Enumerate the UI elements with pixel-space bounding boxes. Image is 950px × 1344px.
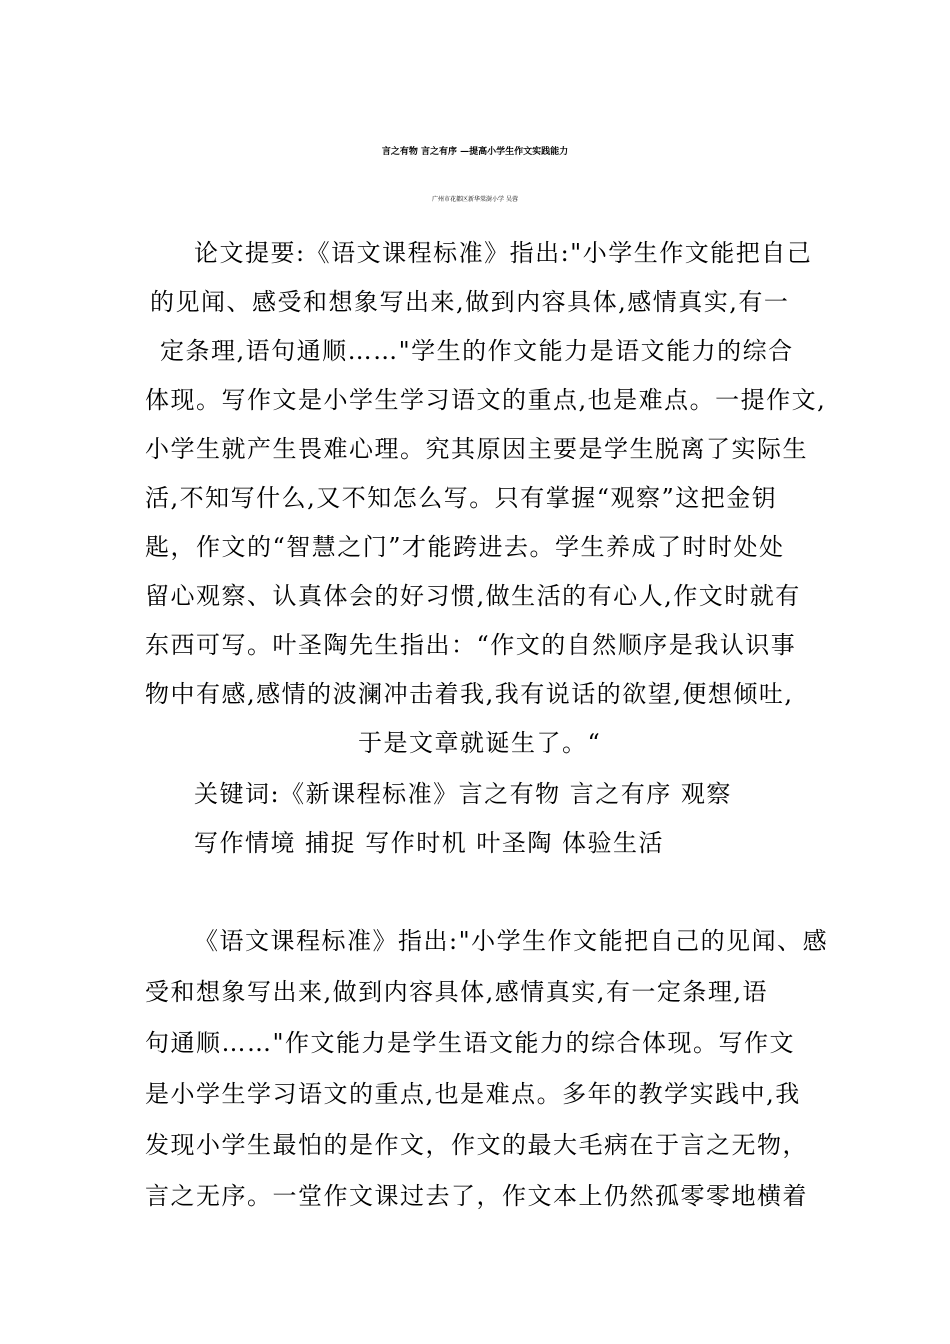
abstract-line: 小学生就产生畏难心理。究其原因主要是学生脱离了实际生 [145,435,808,463]
abstract-line: 物中有感,感情的波澜冲击着我,我有说话的欲望,便想倾吐, [145,680,794,708]
abstract-line: 留心观察、认真体会的好习惯,做生活的有心人,作文时就有 [145,582,801,610]
document-author: 广州市花都区新华棠澍小学 吴蓉 [432,196,518,203]
body-line: 是小学生学习语文的重点,也是难点。多年的教学实践中,我 [145,1080,801,1108]
keywords-line: 写作情境 捕捉 写作时机 叶圣陶 体验生活 [194,829,665,857]
abstract-line: 东西可写。叶圣陶先生指出：“作文的自然顺序是我认识事 [145,631,797,659]
abstract-line: 的见闻、感受和想象写出来,做到内容具体,感情真实,有一 [150,288,790,316]
abstract-line: 体现。写作文是小学生学习语文的重点,也是难点。一提作文, [145,386,827,414]
body-line: 句通顺……"作文能力是学生语文能力的综合体现。写作文 [145,1029,796,1057]
keywords-line: 关键词:《新课程标准》言之有物 言之有序 观察 [194,780,732,808]
body-line: 言之无序。一堂作文课过去了，作文本上仍然孤零零地横着 [145,1182,808,1210]
body-line: 《语文课程标准》指出:"小学生作文能把自己的见闻、感 [194,927,829,955]
abstract-line: 论文提要:《语文课程标准》指出:"小学生作文能把自己 [194,239,813,267]
abstract-line: 活,不知写什么,又不知怎么写。只有掌握“观察”这把金钥 [145,484,778,512]
abstract-line: 匙，作文的“智慧之门”才能跨进去。学生养成了时时处处 [145,533,785,561]
body-line: 发现小学生最怕的是作文，作文的最大毛病在于言之无物， [145,1131,808,1159]
abstract-line: 于是文章就诞生了。“ [358,729,602,757]
abstract-line: 定条理,语句通顺……"学生的作文能力是语文能力的综合 [160,337,794,365]
document-title: 言之有物 言之有序 —提高小学生作文实践能力 [381,147,569,157]
body-line: 受和想象写出来,做到内容具体,感情真实,有一定条理,语 [145,978,769,1006]
